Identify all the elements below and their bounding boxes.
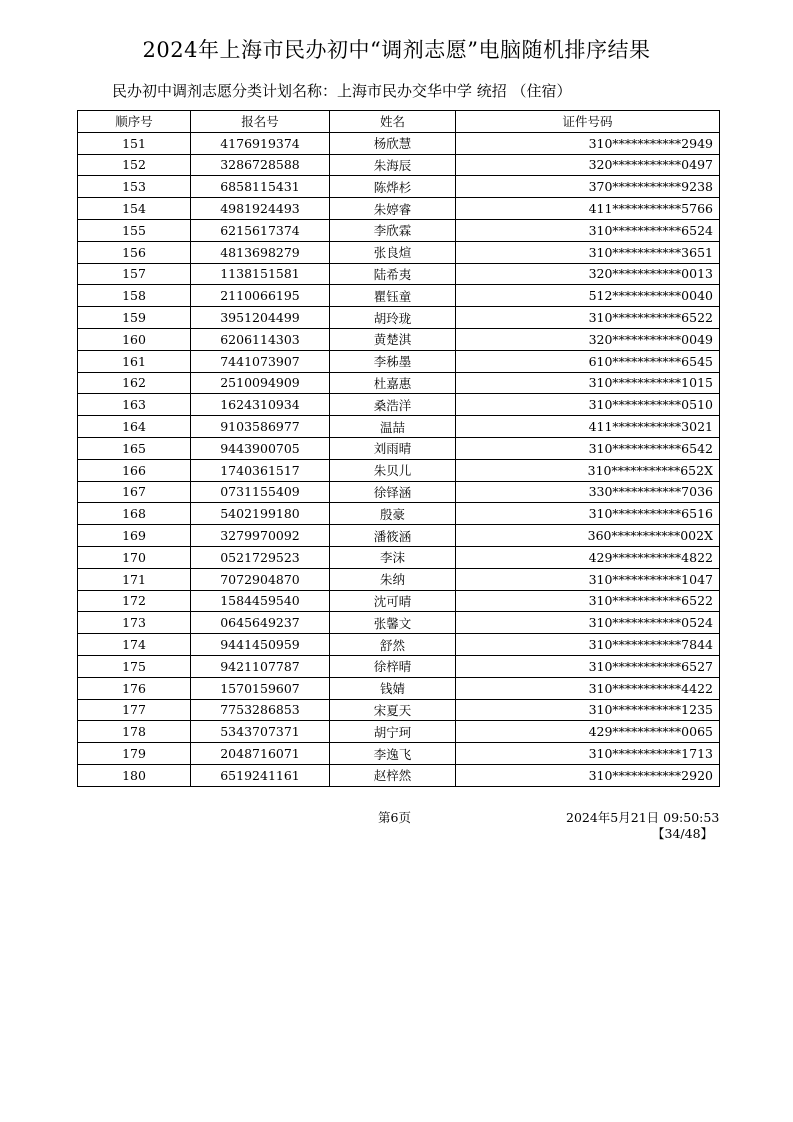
table-row (78, 132, 720, 154)
order-number-cell: 169 (78, 525, 191, 547)
registration-number-cell: 0731155409 (191, 481, 330, 503)
table-row (78, 612, 720, 634)
id-number-cell: 310***********1713 (456, 743, 720, 765)
student-name-cell: 李欣霖 (330, 219, 456, 241)
student-name-cell: 桑浩洋 (330, 394, 456, 416)
student-name-cell: 刘雨晴 (330, 437, 456, 459)
order-number-cell: 158 (78, 285, 191, 307)
table-body (78, 132, 720, 786)
registration-number-cell: 2510094909 (191, 372, 330, 394)
id-number-cell: 330***********7036 (456, 481, 720, 503)
table-row (78, 437, 720, 459)
header-registration-number: 报名号 (191, 111, 330, 133)
table-row (78, 198, 720, 220)
registration-number-cell: 5343707371 (191, 721, 330, 743)
registration-number-cell: 1570159607 (191, 677, 330, 699)
table-row (78, 263, 720, 285)
registration-number-cell: 6206114303 (191, 328, 330, 350)
order-number-cell: 152 (78, 154, 191, 176)
id-number-cell: 310***********2949 (456, 132, 720, 154)
id-number-cell: 610***********6545 (456, 350, 720, 372)
student-name-cell: 杨欣慧 (330, 132, 456, 154)
order-number-cell: 167 (78, 481, 191, 503)
registration-number-cell: 6858115431 (191, 176, 330, 198)
id-number-cell: 310***********0524 (456, 612, 720, 634)
id-number-cell: 310***********1235 (456, 699, 720, 721)
student-name-cell: 胡宁珂 (330, 721, 456, 743)
id-number-cell: 310***********6522 (456, 590, 720, 612)
registration-number-cell: 7072904870 (191, 568, 330, 590)
registration-number-cell: 9103586977 (191, 416, 330, 438)
student-name-cell: 殷豪 (330, 503, 456, 525)
id-number-cell: 310***********6527 (456, 655, 720, 677)
header-id-number: 证件号码 (456, 111, 720, 133)
order-number-cell: 166 (78, 459, 191, 481)
student-name-cell: 胡玲珑 (330, 307, 456, 329)
student-name-cell: 沈可晴 (330, 590, 456, 612)
id-number-cell: 411***********3021 (456, 416, 720, 438)
order-number-cell: 159 (78, 307, 191, 329)
table-header-row (78, 111, 720, 133)
table-row (78, 219, 720, 241)
registration-number-cell: 1138151581 (191, 263, 330, 285)
order-number-cell: 173 (78, 612, 191, 634)
order-number-cell: 153 (78, 176, 191, 198)
page-title: 2024年上海市民办初中“调剂志愿”电脑随机排序结果 (142, 38, 651, 62)
id-number-cell: 310***********3651 (456, 241, 720, 263)
student-name-cell: 徐梓晴 (330, 655, 456, 677)
student-name-cell: 陆希夷 (330, 263, 456, 285)
registration-number-cell: 2110066195 (191, 285, 330, 307)
order-number-cell: 157 (78, 263, 191, 285)
order-number-cell: 156 (78, 241, 191, 263)
table-row (78, 372, 720, 394)
id-number-cell: 310***********6524 (456, 219, 720, 241)
id-number-cell: 310***********6516 (456, 503, 720, 525)
id-number-cell: 310***********2920 (456, 764, 720, 786)
order-number-cell: 171 (78, 568, 191, 590)
order-number-cell: 160 (78, 328, 191, 350)
student-name-cell: 张良煊 (330, 241, 456, 263)
id-number-cell: 310***********652X (456, 459, 720, 481)
registration-number-cell: 1584459540 (191, 590, 330, 612)
order-number-cell: 162 (78, 372, 191, 394)
registration-number-cell: 4813698279 (191, 241, 330, 263)
order-number-cell: 165 (78, 437, 191, 459)
order-number-cell: 168 (78, 503, 191, 525)
plan-name: 民办初中调剂志愿分类计划名称：上海市民办交华中学 统招 （住宿） (112, 82, 572, 100)
registration-number-cell: 4981924493 (191, 198, 330, 220)
order-number-cell: 163 (78, 394, 191, 416)
registration-number-cell: 4176919374 (191, 132, 330, 154)
ranking-table (77, 110, 720, 787)
registration-number-cell: 0645649237 (191, 612, 330, 634)
student-name-cell: 黄楚淇 (330, 328, 456, 350)
table-row (78, 743, 720, 765)
student-name-cell: 李沫 (330, 546, 456, 568)
table-row (78, 241, 720, 263)
order-number-cell: 180 (78, 764, 191, 786)
id-number-cell: 310***********6522 (456, 307, 720, 329)
id-number-cell: 411***********5766 (456, 198, 720, 220)
table-row (78, 285, 720, 307)
registration-number-cell: 9441450959 (191, 634, 330, 656)
header-name: 姓名 (330, 111, 456, 133)
student-name-cell: 朱海辰 (330, 154, 456, 176)
table-row (78, 154, 720, 176)
registration-number-cell: 2048716071 (191, 743, 330, 765)
student-name-cell: 钱婧 (330, 677, 456, 699)
student-name-cell: 赵梓然 (330, 764, 456, 786)
registration-number-cell: 6519241161 (191, 764, 330, 786)
student-name-cell: 朱纳 (330, 568, 456, 590)
order-number-cell: 176 (78, 677, 191, 699)
id-number-cell: 320***********0497 (456, 154, 720, 176)
table-row (78, 568, 720, 590)
student-name-cell: 陈烨杉 (330, 176, 456, 198)
registration-number-cell: 7441073907 (191, 350, 330, 372)
registration-number-cell: 1624310934 (191, 394, 330, 416)
order-number-cell: 174 (78, 634, 191, 656)
registration-number-cell: 7753286853 (191, 699, 330, 721)
id-number-cell: 310***********7844 (456, 634, 720, 656)
registration-number-cell: 3279970092 (191, 525, 330, 547)
order-number-cell: 179 (78, 743, 191, 765)
table-row (78, 634, 720, 656)
order-number-cell: 154 (78, 198, 191, 220)
order-number-cell: 161 (78, 350, 191, 372)
student-name-cell: 李秭墨 (330, 350, 456, 372)
student-name-cell: 朱婷睿 (330, 198, 456, 220)
order-number-cell: 170 (78, 546, 191, 568)
registration-number-cell: 0521729523 (191, 546, 330, 568)
student-name-cell: 李逸飞 (330, 743, 456, 765)
registration-number-cell: 3286728588 (191, 154, 330, 176)
page-number: 第6页 (378, 810, 411, 825)
registration-number-cell: 1740361517 (191, 459, 330, 481)
order-number-cell: 178 (78, 721, 191, 743)
table-row (78, 655, 720, 677)
table-row (78, 721, 720, 743)
order-number-cell: 164 (78, 416, 191, 438)
id-number-cell: 429***********0065 (456, 721, 720, 743)
student-name-cell: 舒然 (330, 634, 456, 656)
id-number-cell: 320***********0013 (456, 263, 720, 285)
table-row (78, 176, 720, 198)
table-row (78, 350, 720, 372)
student-name-cell: 张馨文 (330, 612, 456, 634)
table-row (78, 481, 720, 503)
id-number-cell: 310***********4422 (456, 677, 720, 699)
id-number-cell: 310***********0510 (456, 394, 720, 416)
student-name-cell: 徐铎涵 (330, 481, 456, 503)
order-number-cell: 175 (78, 655, 191, 677)
print-datetime: 2024年5月21日 09:50:53 (566, 810, 720, 825)
order-number-cell: 172 (78, 590, 191, 612)
id-number-cell: 310***********1047 (456, 568, 720, 590)
order-number-cell: 177 (78, 699, 191, 721)
table-row (78, 677, 720, 699)
table-row (78, 764, 720, 786)
student-name-cell: 潘筱涵 (330, 525, 456, 547)
id-number-cell: 320***********0049 (456, 328, 720, 350)
table-row (78, 503, 720, 525)
table-row (78, 590, 720, 612)
table-row (78, 328, 720, 350)
id-number-cell: 360***********002X (456, 525, 720, 547)
student-name-cell: 朱贝儿 (330, 459, 456, 481)
id-number-cell: 512***********0040 (456, 285, 720, 307)
registration-number-cell: 6215617374 (191, 219, 330, 241)
header-order-number: 顺序号 (78, 111, 191, 133)
id-number-cell: 429***********4822 (456, 546, 720, 568)
table-row (78, 525, 720, 547)
registration-number-cell: 5402199180 (191, 503, 330, 525)
table-row (78, 416, 720, 438)
table-row (78, 307, 720, 329)
id-number-cell: 310***********1015 (456, 372, 720, 394)
page-count: 【34/48】 (652, 826, 714, 841)
table-row (78, 699, 720, 721)
student-name-cell: 宋夏天 (330, 699, 456, 721)
student-name-cell: 杜嘉惠 (330, 372, 456, 394)
table-row (78, 459, 720, 481)
registration-number-cell: 9421107787 (191, 655, 330, 677)
table-row (78, 394, 720, 416)
id-number-cell: 370***********9238 (456, 176, 720, 198)
order-number-cell: 151 (78, 132, 191, 154)
id-number-cell: 310***********6542 (456, 437, 720, 459)
student-name-cell: 温喆 (330, 416, 456, 438)
student-name-cell: 瞿钰童 (330, 285, 456, 307)
registration-number-cell: 3951204499 (191, 307, 330, 329)
order-number-cell: 155 (78, 219, 191, 241)
registration-number-cell: 9443900705 (191, 437, 330, 459)
table-row (78, 546, 720, 568)
